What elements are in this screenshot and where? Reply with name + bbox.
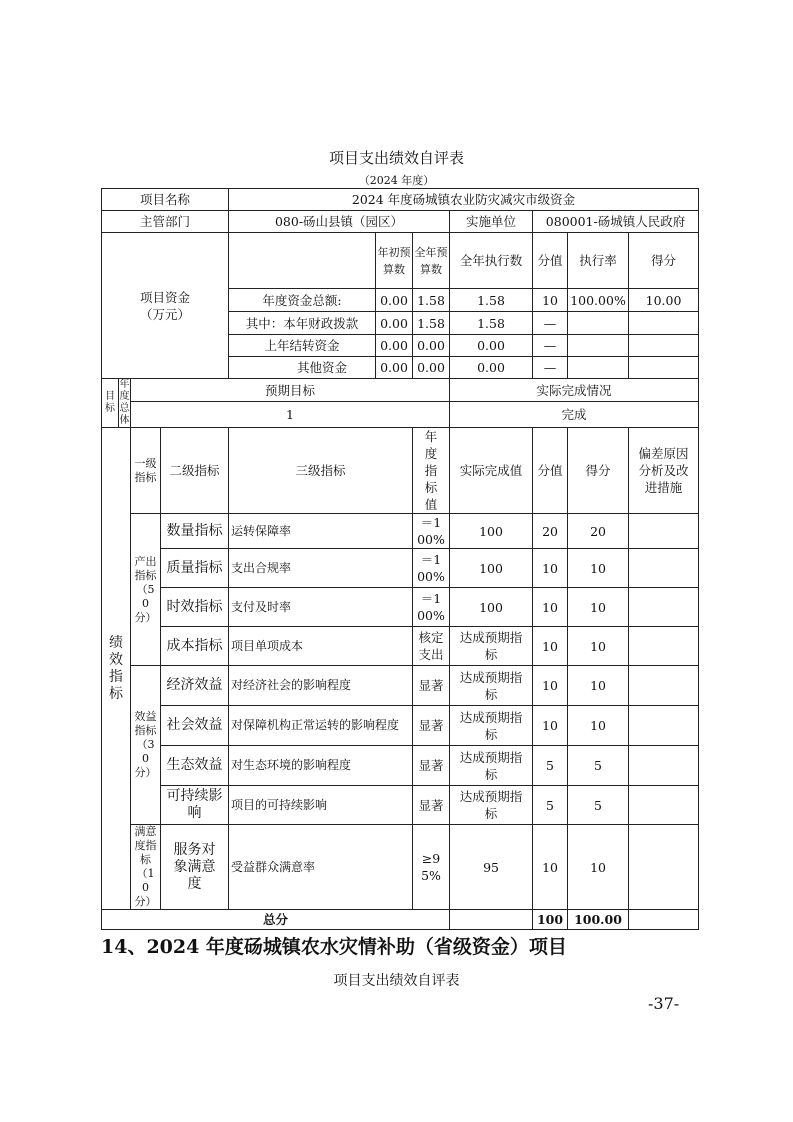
- score: 10: [568, 706, 629, 746]
- project-name-label: 项目名称: [102, 189, 229, 211]
- score: 5: [568, 786, 629, 825]
- actual-value: 95: [450, 825, 533, 910]
- actual-goal-header: 实际完成情况: [450, 379, 699, 402]
- actual-value: 100: [450, 514, 533, 549]
- indicator-header-deviation-analysis: 偏差原因分析及改进措施: [629, 428, 699, 514]
- total-label: 总分: [102, 910, 450, 930]
- annual-target: 显著: [413, 706, 450, 746]
- level1-indicator: 产出指标（50分）: [131, 514, 161, 666]
- funds-row-name: 其他资金: [229, 357, 376, 379]
- table-row: [102, 786, 699, 825]
- level2-indicator: 经济效益: [161, 666, 229, 706]
- funds-score-weight: —: [533, 357, 568, 379]
- annual-target: 核定支出: [413, 627, 450, 666]
- actual-value: 达成预期指标: [450, 786, 533, 825]
- page-title: 项目支出绩效自评表: [328, 149, 464, 167]
- level3-indicator: 项目的可持续影响: [229, 786, 413, 825]
- level2-indicator: 服务对象满意度: [161, 825, 229, 910]
- funds-executed: 0.00: [450, 357, 533, 379]
- weight: 10: [533, 706, 568, 746]
- deviation-note: [629, 627, 699, 666]
- level2-indicator: 成本指标: [161, 627, 229, 666]
- next-table-title: 项目支出绩效自评表: [333, 973, 460, 989]
- table-row: [102, 588, 699, 627]
- weight: 5: [533, 746, 568, 786]
- funds-annual: 1.58: [413, 289, 450, 312]
- table-row: [102, 379, 699, 402]
- deviation-note: [629, 514, 699, 549]
- annual-target: ＝100%: [413, 549, 450, 588]
- funds-header-initial: 年初预算数: [376, 233, 413, 289]
- deviation-note: [629, 706, 699, 746]
- funds-initial: 0.00: [376, 335, 413, 357]
- level3-indicator: 对经济社会的影响程度: [229, 666, 413, 706]
- expected-goal-header: 预期目标: [131, 379, 450, 402]
- table-row: [102, 402, 699, 428]
- funds-score: [629, 312, 699, 335]
- funds-executed: 1.58: [450, 312, 533, 335]
- goal-label-annual: 年度总体: [119, 379, 130, 426]
- actual-value: 达成预期指标: [450, 666, 533, 706]
- funds-row-name: 其中：本年财政拨款: [229, 312, 376, 335]
- funds-annual: 0.00: [413, 357, 450, 379]
- funds-header-weight: 分值: [533, 233, 568, 289]
- actual-goal-value: 完成: [450, 402, 699, 428]
- score: 5: [568, 746, 629, 786]
- funds-rate: [568, 312, 629, 335]
- level3-indicator: 项目单项成本: [229, 627, 413, 666]
- score: 20: [568, 514, 629, 549]
- funds-row-name: 上年结转资金: [229, 335, 376, 357]
- annual-target: 显著: [413, 746, 450, 786]
- total-score: 100.00: [568, 910, 629, 930]
- actual-value: 达成预期指标: [450, 627, 533, 666]
- score: 10: [568, 627, 629, 666]
- deviation-note: [629, 786, 699, 825]
- score: 10: [568, 588, 629, 627]
- level2-indicator: 生态效益: [161, 746, 229, 786]
- table-row: [102, 627, 699, 666]
- deviation-note: [629, 746, 699, 786]
- level2-indicator: 社会效益: [161, 706, 229, 746]
- deviation-note: [629, 825, 699, 910]
- dept-value: 080-砀山县镇（园区）: [229, 211, 450, 233]
- annual-target: 显著: [413, 786, 450, 825]
- level2-indicator: 质量指标: [161, 549, 229, 588]
- funds-rate: [568, 335, 629, 357]
- weight: 20: [533, 514, 568, 549]
- unit-label: 实施单位: [450, 211, 533, 233]
- level3-indicator: 支出合规率: [229, 549, 413, 588]
- weight: 10: [533, 666, 568, 706]
- indicator-header-annual-target: 年度指标值: [413, 428, 450, 514]
- project-name-value: 2024 年度砀城镇农业防灾减灾市级资金: [229, 189, 699, 211]
- dept-label: 主管部门: [102, 211, 229, 233]
- funds-header-score: 得分: [629, 233, 699, 289]
- weight: 10: [533, 588, 568, 627]
- funds-initial: 0.00: [376, 312, 413, 335]
- total-blank: [450, 910, 533, 930]
- table-row: [102, 549, 699, 588]
- level1-indicator: 满意度指标（10分）: [131, 825, 161, 910]
- deviation-note: [629, 666, 699, 706]
- weight: 5: [533, 786, 568, 825]
- expected-goal-value: 1: [131, 402, 450, 428]
- funds-initial: 0.00: [376, 289, 413, 312]
- deviation-note: [629, 549, 699, 588]
- indicator-header-score: 得分: [568, 428, 629, 514]
- funds-executed: 0.00: [450, 335, 533, 357]
- level3-indicator: 对生态环境的影响程度: [229, 746, 413, 786]
- funds-label: 项目资金（万元）: [102, 233, 229, 379]
- level3-indicator: 运转保障率: [229, 514, 413, 549]
- funds-score: 10.00: [629, 289, 699, 312]
- funds-blank-header: [229, 233, 376, 289]
- funds-annual: 0.00: [413, 335, 450, 357]
- score: 10: [568, 825, 629, 910]
- actual-value: 达成预期指标: [450, 746, 533, 786]
- annual-target: 显著: [413, 666, 450, 706]
- funds-rate: 100.00%: [568, 289, 629, 312]
- actual-value: 达成预期指标: [450, 706, 533, 746]
- funds-header-annual: 全年预算数: [413, 233, 450, 289]
- annual-target: ＝100%: [413, 588, 450, 627]
- score: 10: [568, 666, 629, 706]
- funds-header-rate: 执行率: [568, 233, 629, 289]
- actual-value: 100: [450, 549, 533, 588]
- funds-score: [629, 335, 699, 357]
- level3-indicator: 受益群众满意率: [229, 825, 413, 910]
- actual-value: 100: [450, 588, 533, 627]
- page-number: -37-: [648, 994, 680, 1013]
- funds-header-executed: 全年执行数: [450, 233, 533, 289]
- indicator-header-actual-value: 实际完成值: [450, 428, 533, 514]
- funds-score: [629, 357, 699, 379]
- indicator-header-weight: 分值: [533, 428, 568, 514]
- indicator-header-level3: 三级指标: [229, 428, 413, 514]
- indicator-header-level2: 二级指标: [161, 428, 229, 514]
- weight: 10: [533, 549, 568, 588]
- funds-executed: 1.58: [450, 289, 533, 312]
- section-heading: 14、2024 年度砀城镇农水灾情补助（省级资金）项目: [101, 936, 567, 958]
- goal-label-target: 目标: [102, 379, 119, 428]
- unit-value: 080001-砀城镇人民政府: [533, 211, 699, 233]
- self-evaluation-table: [101, 188, 699, 930]
- annual-target: ＝100%: [413, 514, 450, 549]
- level2-indicator: 数量指标: [161, 514, 229, 549]
- weight: 10: [533, 627, 568, 666]
- deviation-note: [629, 588, 699, 627]
- table-row: [102, 666, 699, 706]
- table-row: [102, 746, 699, 786]
- table-row: [102, 825, 699, 910]
- funds-initial: 0.00: [376, 357, 413, 379]
- score: 10: [568, 549, 629, 588]
- total-note: [629, 910, 699, 930]
- level3-indicator: 支付及时率: [229, 588, 413, 627]
- funds-row-name: 年度资金总额:: [229, 289, 376, 312]
- table-row: [102, 428, 699, 514]
- level3-indicator: 对保障机构正常运转的影响程度: [229, 706, 413, 746]
- funds-rate: [568, 357, 629, 379]
- funds-score-weight: 10: [533, 289, 568, 312]
- annual-target: ≥95%: [413, 825, 450, 910]
- indicator-header-level1: 一级指标: [131, 428, 161, 514]
- performance-indicators-label: 绩效指标: [102, 428, 131, 910]
- total-weight: 100: [533, 910, 568, 930]
- table-row: [102, 910, 699, 930]
- table-row: [102, 706, 699, 746]
- level2-indicator: 可持续影响: [161, 786, 229, 825]
- year-subtitle: （2024 年度）: [358, 174, 435, 187]
- weight: 10: [533, 825, 568, 910]
- table-row: [102, 514, 699, 549]
- funds-score-weight: —: [533, 335, 568, 357]
- level2-indicator: 时效指标: [161, 588, 229, 627]
- level1-indicator: 效益指标（30分）: [131, 666, 161, 825]
- funds-annual: 1.58: [413, 312, 450, 335]
- funds-score-weight: —: [533, 312, 568, 335]
